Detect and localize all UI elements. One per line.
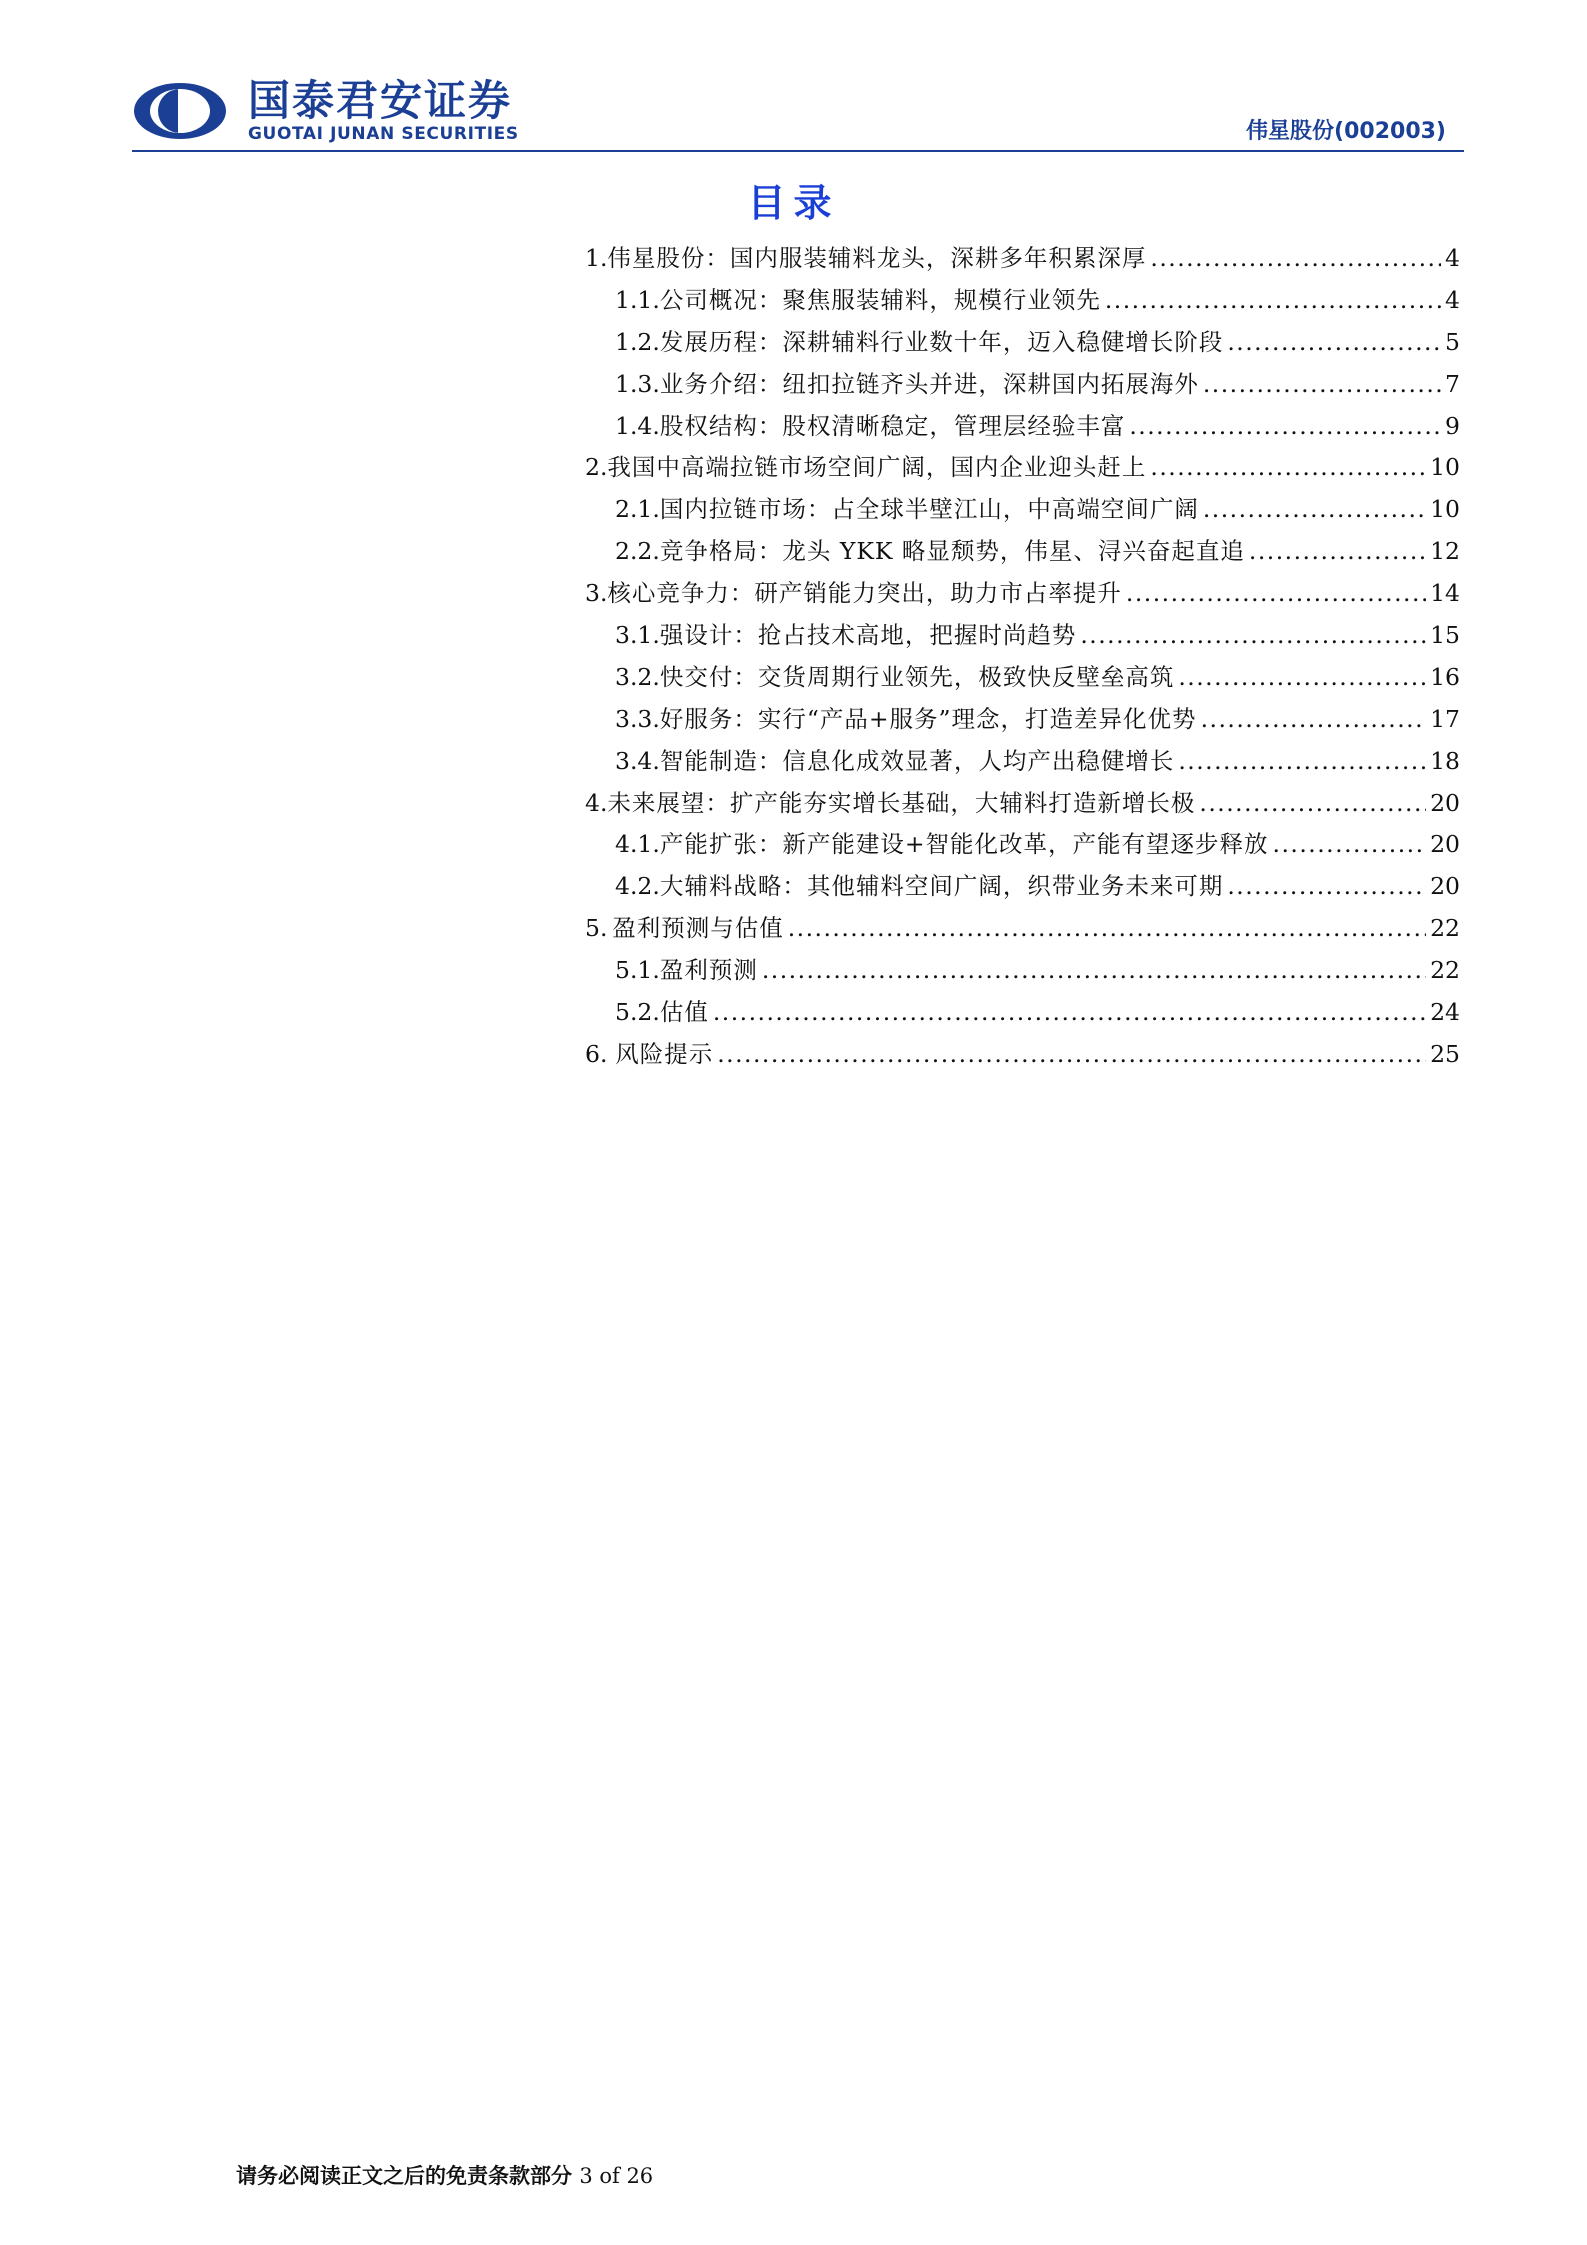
toc-entry-number: 1.2.: [615, 327, 660, 356]
toc-entry-page: 16: [1430, 662, 1460, 691]
toc-entry-title: 伟星股份：国内服装辅料龙头，深耕多年积累深厚: [607, 244, 1147, 272]
toc-dot-leader: [1227, 322, 1441, 364]
toc-entry-page: 9: [1445, 411, 1460, 440]
toc-dot-leader: [1201, 699, 1427, 741]
toc-entry-page: 22: [1430, 956, 1460, 985]
toc-entry-title: 智能制造：信息化成效显著，人均产出稳健增长: [659, 746, 1175, 775]
toc-entry-page: 10: [1430, 453, 1460, 482]
toc-entry-number: 6.: [585, 1039, 608, 1068]
toc-dot-leader: [1227, 866, 1426, 908]
toc-entry[interactable]: [585, 322, 1460, 364]
toc-entry[interactable]: [585, 1034, 1460, 1076]
toc-entry-page: 24: [1430, 998, 1460, 1027]
toc-entry-number: 3.4.: [615, 746, 660, 775]
toc-entry-page: 4: [1445, 244, 1460, 272]
toc-entry-number: 3.1.: [615, 621, 660, 650]
toc-entry-number: 5.2.: [615, 998, 660, 1027]
toc-entry[interactable]: [585, 489, 1460, 531]
toc-dot-leader: [1126, 573, 1426, 615]
company-name-en: GUOTAI JUNAN SECURITIES: [248, 124, 519, 144]
toc-entry-number: 3.: [585, 579, 608, 608]
footer-page-number: 3 of 26: [579, 2164, 654, 2188]
toc-entry-number: 3.2.: [615, 662, 660, 691]
toc-entry[interactable]: [585, 531, 1460, 573]
stock-label: 伟星股份(002003): [1246, 119, 1446, 144]
toc-dot-leader: [1080, 615, 1426, 657]
toc-entry[interactable]: [585, 280, 1460, 322]
toc-entry-number: 1.3.: [615, 369, 660, 398]
toc-entry-page: 17: [1430, 704, 1460, 733]
toc-entry-page: 25: [1430, 1039, 1460, 1068]
toc-entry-title: 盈利预测与估值: [612, 914, 784, 943]
toc-dot-leader: [1199, 783, 1426, 825]
toc-entry[interactable]: [585, 866, 1460, 908]
header-divider: [132, 150, 1464, 152]
toc-entry[interactable]: [585, 447, 1460, 489]
toc-entry[interactable]: [585, 238, 1460, 280]
toc-entry-number: 4.: [585, 788, 608, 817]
toc-entry-title: 公司概况：聚焦服装辅料，规模行业领先: [659, 285, 1101, 314]
toc-entry-title: 盈利预测: [659, 956, 758, 985]
toc-entry-title: 风险提示: [615, 1039, 714, 1068]
toc-entry-page: 15: [1430, 621, 1460, 650]
toc-entry-title: 快交付：交货周期行业领先，极致快反壁垒高筑: [659, 662, 1175, 691]
page-footer: [236, 2160, 653, 2190]
toc-dot-leader: [713, 992, 1426, 1034]
toc-entry-number: 3.3.: [615, 704, 660, 733]
toc-entry-number: 2.2.: [615, 537, 660, 566]
toc-dot-leader: [1105, 280, 1441, 322]
toc-entry-page: 4: [1445, 285, 1460, 314]
toc-dot-leader: [1273, 824, 1427, 866]
toc-entry-page: 22: [1430, 914, 1460, 943]
toc-dot-leader: [1203, 364, 1441, 406]
table-of-contents: [585, 238, 1460, 1076]
toc-dot-leader: [788, 908, 1426, 950]
company-name-cn: 国泰君安证券: [248, 76, 513, 125]
toc-entry-number: 1.1.: [615, 285, 660, 314]
toc-entry-page: 7: [1445, 369, 1460, 398]
toc-entry[interactable]: [585, 992, 1460, 1034]
toc-entry-page: 20: [1430, 830, 1460, 859]
toc-entry-number: 1.: [585, 244, 608, 272]
toc-entry-number: 5.1.: [615, 956, 660, 985]
toc-entry-number: 1.4.: [615, 411, 660, 440]
toc-entry[interactable]: [585, 406, 1460, 448]
toc-entry-number: 2.: [585, 453, 608, 482]
toc-entry-title: 国内拉链市场：占全球半壁江山，中高端空间广阔: [659, 495, 1199, 524]
toc-entry-page: 20: [1430, 788, 1460, 817]
toc-entry[interactable]: [585, 573, 1460, 615]
toc-dot-leader: [1178, 741, 1426, 783]
toc-entry-title: 未来展望：扩产能夯实增长基础，大辅料打造新增长极: [607, 788, 1196, 817]
toc-entry-title: 强设计：抢占技术高地，把握时尚趋势: [659, 621, 1077, 650]
gtja-logo-icon: [132, 81, 228, 141]
toc-dot-leader: [1150, 238, 1441, 280]
toc-entry[interactable]: [585, 364, 1460, 406]
toc-entry[interactable]: [585, 950, 1460, 992]
toc-entry[interactable]: [585, 783, 1460, 825]
toc-dot-leader: [1249, 531, 1426, 573]
toc-entry[interactable]: [585, 657, 1460, 699]
toc-entry-title: 股权结构：股权清晰稳定，管理层经验丰富: [659, 411, 1126, 440]
toc-entry-number: 4.1.: [615, 830, 660, 859]
toc-entry-title: 核心竞争力：研产销能力突出，助力市占率提升: [607, 579, 1122, 608]
toc-dot-leader: [1203, 489, 1426, 531]
toc-dot-leader: [1129, 406, 1441, 448]
toc-entry-number: 5.: [585, 914, 608, 943]
toc-entry[interactable]: [585, 741, 1460, 783]
toc-entry-page: 10: [1430, 495, 1460, 524]
toc-entry-title: 竞争格局：龙头 YKK 略显颓势，伟星、浔兴奋起直追: [659, 537, 1245, 566]
toc-entry[interactable]: [585, 615, 1460, 657]
toc-entry-title: 产能扩张：新产能建设+智能化改革，产能有望逐步释放: [659, 830, 1269, 859]
toc-entry-title: 大辅料战略：其他辅料空间广阔，织带业务未来可期: [659, 872, 1224, 901]
toc-dot-leader: [1178, 657, 1426, 699]
toc-entry-title: 业务介绍：纽扣拉链齐头并进，深耕国内拓展海外: [659, 369, 1199, 398]
toc-dot-leader: [717, 1034, 1426, 1076]
toc-entry[interactable]: [585, 908, 1460, 950]
toc-entry-number: 4.2.: [615, 872, 660, 901]
toc-entry-page: 20: [1430, 872, 1460, 901]
toc-entry-page: 5: [1445, 327, 1460, 356]
toc-entry-title: 我国中高端拉链市场空间广阔，国内企业迎头赶上: [607, 453, 1147, 482]
toc-dot-leader: [1150, 447, 1426, 489]
toc-entry-title: 估值: [659, 998, 709, 1027]
toc-entry-title: 好服务：实行“产品+服务”理念，打造差异化优势: [659, 704, 1197, 733]
toc-entry-title: 发展历程：深耕辅料行业数十年，迈入稳健增长阶段: [659, 327, 1224, 356]
toc-entry-page: 18: [1430, 746, 1460, 775]
toc-entry-page: 12: [1430, 537, 1460, 566]
footer-disclaimer: 请务必阅读正文之后的免责条款部分: [236, 2163, 572, 2188]
company-logo: [132, 76, 519, 146]
toc-entry[interactable]: [585, 824, 1460, 866]
toc-entry-number: 2.1.: [615, 495, 660, 524]
toc-dot-leader: [762, 950, 1426, 992]
toc-title: 目录: [747, 180, 840, 225]
toc-entry-page: 14: [1430, 579, 1460, 608]
page-header: [132, 70, 1464, 152]
toc-entry[interactable]: [585, 699, 1460, 741]
